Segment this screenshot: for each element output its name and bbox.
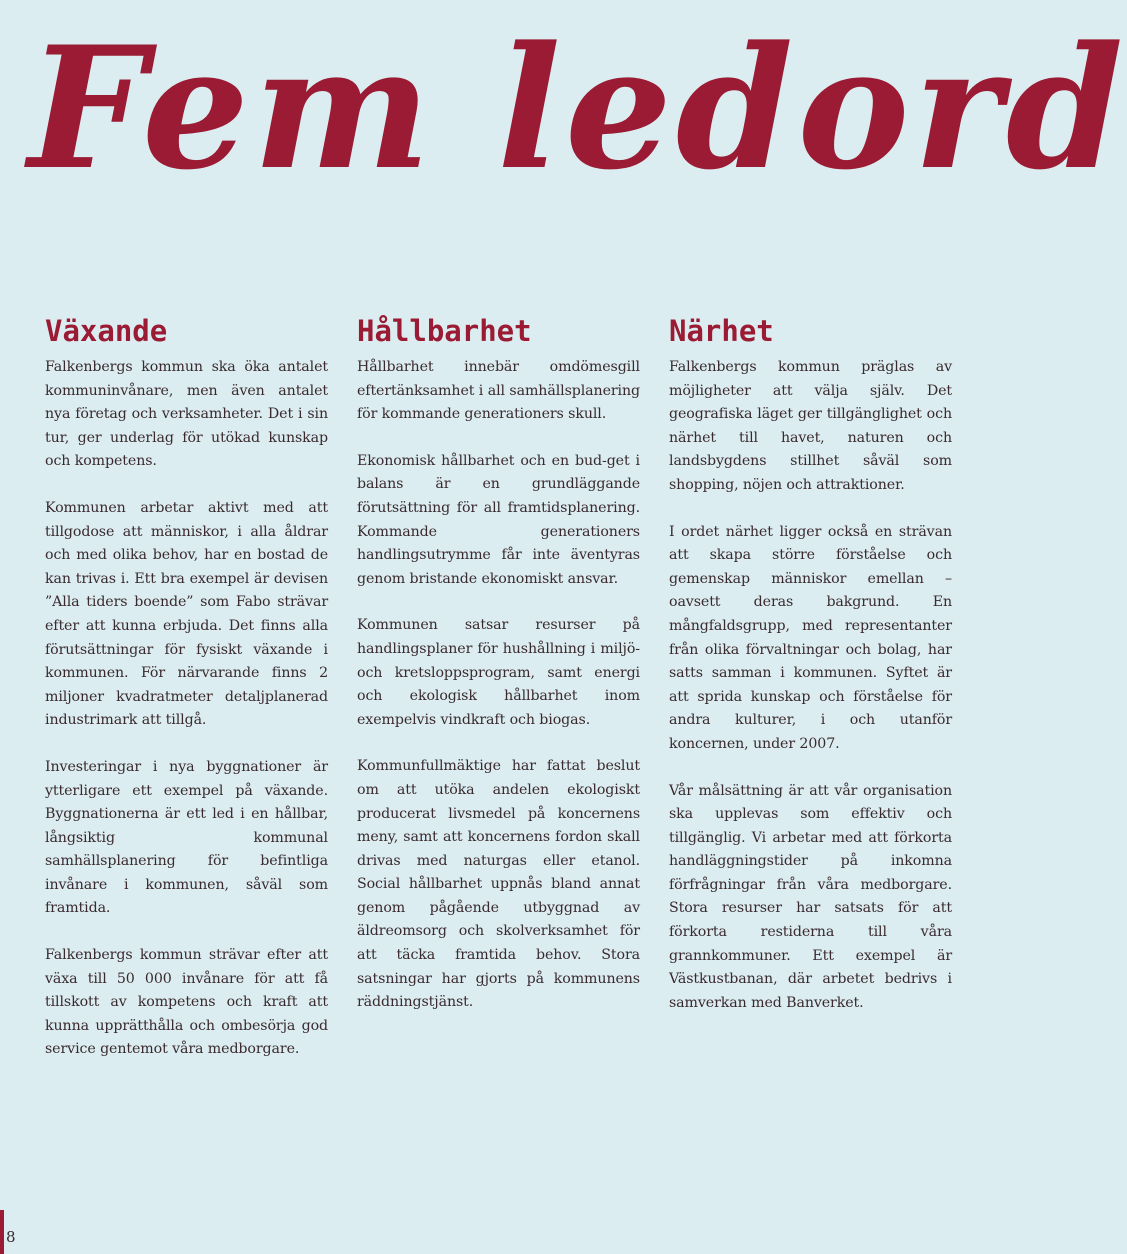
page-number: 8 (6, 1228, 16, 1246)
paragraph: Vår målsättning är att vår organisation ska upplevas som effektiv och tillgänglig. Vi arbetar med att förkorta handläggningstider på inkomna förfrågningar från våra medborgare. Stora resurser har satsats för att förkorta restiderna till våra grannkommuner. Ett exempel är Västkustbanan, där arbetet bedrivs i samverkan med Banverket. (669, 782, 952, 1011)
section-heading-vaxande: Växande (45, 314, 168, 348)
paragraph: Falkenbergs kommun präglas av möjligheter att välja själv. Det geografiska läget ger tillgänglighet och närhet till havet, naturen och landsbygdens stillhet såväl som shopping, nöjen och attraktioner. (669, 359, 952, 493)
paragraph: Investeringar i nya byggnationer är ytterligare ett exempel på växande. Byggnationerna är ett led i en hållbar, långsiktig kommunal samhällsplanering för befintliga invånare i kommunen, såväl som framtida. (45, 758, 328, 917)
paragraph: Kommunfullmäktige har fattat beslut om att utöka andelen ekologiskt producerat livsmedel på koncernens meny, samt att koncernens fordon skall drivas med naturgas eller etanol. Social hållbarhet uppnås bland annat genom pågående utbyggnad av äldreomsorg och skolverksamhet för att täcka framtida behov. Stora satsningar har gjorts på kommunens räddningstjänst. (357, 758, 640, 1011)
page-title: Fem ledord (28, 9, 1127, 207)
paragraph: Falkenbergs kommun ska öka antalet kommuninvånare, men även antalet nya företag och verksamheter. Det i sin tur, ger underlag för utökad kunskap och kompetens. (45, 359, 328, 470)
paragraph: I ordet närhet ligger också en strävan att skapa större förståelse och gemenskap människor emellan – oavsett deras bakgrund. En mångfaldsgrupp, med representanter från olika förvaltningar och bolag, har satts samman i kommunen. Syftet är att sprida kunskap och förståelse för andra kulturer, i och utanför koncernen, under 2007. (669, 523, 952, 752)
paragraph: Ekonomisk hållbarhet och en bud-get i balans är en grundläggande förutsättning för all framtidsplanering. Kommande generationers handlingsutrymme får inte äventyras genom bristande ekonomiskt ansvar. (357, 452, 640, 587)
section-heading-hallbarhet: Hållbarhet (357, 314, 532, 348)
column-vaxande (45, 312, 328, 1085)
paragraph: Hållbarhet innebär omdömesgill eftertänksamhet i all samhällsplanering för kommande generationers skull. (357, 359, 640, 423)
section-heading-narhet: Närhet (669, 314, 774, 348)
paragraph: Kommunen satsar resurser på handlingsplaner för hushållning i miljö- och kretsloppsprogram, samt energi och ekologisk hållbarhet inom exempelvis vindkraft och biogas. (357, 617, 640, 728)
column-narhet (669, 312, 952, 1038)
column-hallbarhet (357, 312, 640, 1038)
paragraph: Kommunen arbetar aktivt med att tillgodose att människor, i alla åldrar och med olika behov, har en bostad de kan trivas i. Ett bra exempel är devisen ”Alla tiders boende” som Fabo strävar efter att kunna erbjuda. Det finns alla förutsättningar för fysiskt växande i kommunen. För närvarande finns 2 miljoner kvadratmeter detaljplanerad industrimark att tillgå. (45, 499, 328, 729)
page-edge-rule (0, 1210, 4, 1254)
paragraph: Falkenbergs kommun strävar efter att växa till 50 000 invånare för att få tillskott av kompetens och kraft att kunna upprätthålla och ombesörja god service gentemot våra medborgare. (45, 947, 328, 1058)
